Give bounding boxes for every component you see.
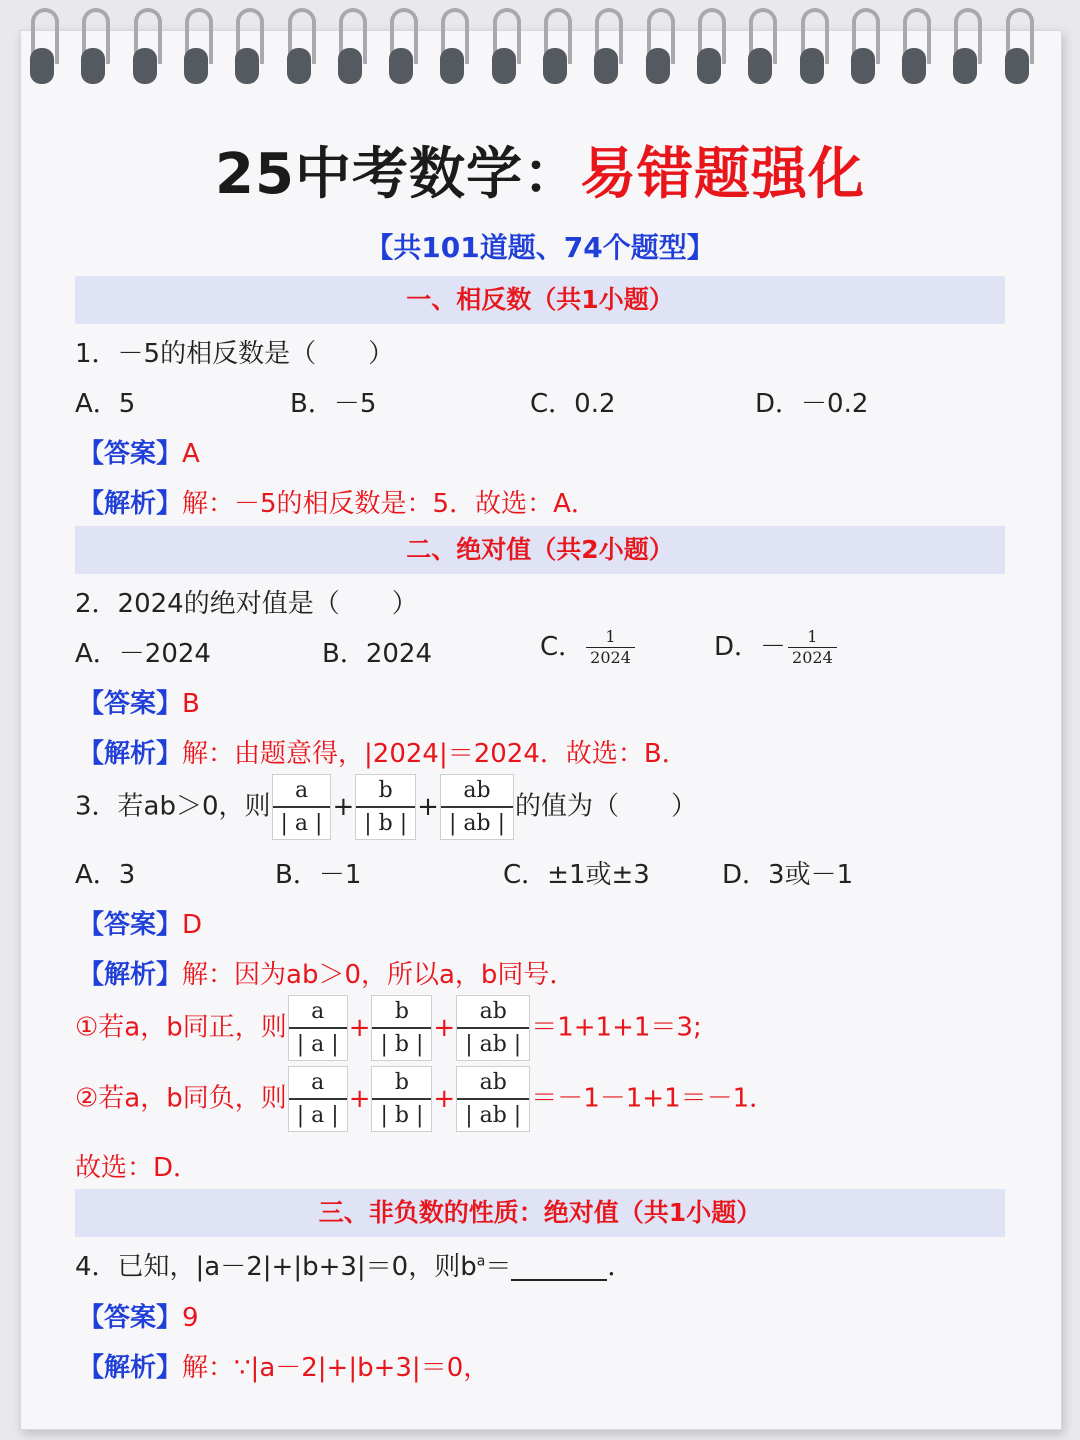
spiral-ring bbox=[235, 8, 259, 84]
frac-denominator: | b | bbox=[380, 1103, 424, 1128]
spiral-ring bbox=[594, 8, 618, 84]
spiral-ring bbox=[953, 8, 977, 84]
answer-tag: 【答案】 bbox=[78, 689, 183, 719]
q3-option-d: D．3或－1 bbox=[722, 860, 854, 890]
frac-denominator: | a | bbox=[296, 1103, 339, 1128]
q3-stem-pre: 3．若ab＞0，则 bbox=[75, 791, 271, 822]
ring-hole bbox=[543, 48, 567, 84]
spiral-ring bbox=[440, 8, 464, 84]
plus-sign: + bbox=[433, 1013, 456, 1043]
q3-stem bbox=[75, 774, 697, 840]
frac-denominator: | ab | bbox=[448, 811, 505, 836]
fraction-b-over-abs-b bbox=[371, 995, 432, 1061]
title-part2: 易错题强化 bbox=[579, 142, 865, 207]
spiral-ring bbox=[748, 8, 772, 84]
frac-denominator: | ab | bbox=[465, 1032, 522, 1057]
q3-option-c: C．±1或±3 bbox=[503, 860, 650, 890]
answer-value: A bbox=[182, 439, 200, 469]
ring-hole bbox=[748, 48, 772, 84]
q3-answer bbox=[78, 904, 202, 941]
spiral-ring bbox=[800, 8, 824, 84]
analysis-tag: 【解析】 bbox=[78, 960, 183, 990]
frac-numerator: ab bbox=[479, 1070, 507, 1095]
q2-analysis bbox=[78, 733, 688, 770]
answer-value: B bbox=[182, 689, 200, 719]
q4-stem-end: ． bbox=[607, 1252, 634, 1282]
fraction-a-over-abs-a bbox=[288, 1066, 348, 1132]
ring-hole bbox=[30, 48, 54, 84]
fraction-ab-over-abs-ab bbox=[456, 1066, 530, 1132]
case2-post: ＝－1－1+1＝－1． bbox=[531, 1083, 776, 1114]
section-heading-2: 二、绝对值（共2小题） bbox=[75, 526, 1005, 574]
q3-analysis bbox=[78, 954, 575, 991]
q1-analysis bbox=[78, 483, 597, 520]
fraction-ab-over-abs-ab bbox=[440, 774, 514, 840]
plus-sign: + bbox=[417, 792, 439, 822]
case1-pre: ①若a，b同正，则 bbox=[75, 1012, 287, 1043]
q2-option-d bbox=[714, 626, 839, 668]
plus-sign: + bbox=[348, 1084, 371, 1114]
q2-option-c bbox=[540, 626, 637, 668]
page-subtitle: 【共101道题、74个题型】 bbox=[365, 231, 715, 264]
frac-numerator: b bbox=[394, 1070, 409, 1095]
q1-option-a: A．5 bbox=[75, 389, 136, 419]
frac-numerator: a bbox=[311, 999, 325, 1024]
section-heading-1: 一、相反数（共1小题） bbox=[75, 276, 1005, 324]
page-title bbox=[0, 130, 1080, 210]
q1-option-b: B．－5 bbox=[290, 389, 377, 419]
q4-stem-pre: 4．已知，|a－2|+|b+3|＝0，则b bbox=[75, 1252, 477, 1282]
ring-hole bbox=[1005, 48, 1029, 84]
frac-numerator: a bbox=[311, 1070, 325, 1095]
frac-numerator: a bbox=[294, 778, 309, 803]
q3-conclusion: 故选：D． bbox=[75, 1153, 200, 1183]
ring-hole bbox=[338, 48, 362, 84]
frac-denominator: 2024 bbox=[792, 648, 833, 667]
analysis-tag: 【解析】 bbox=[78, 1353, 183, 1383]
spiral-binding bbox=[0, 0, 1080, 95]
title-part1: 25中考数学： bbox=[215, 142, 580, 207]
section-heading-3: 三、非负数的性质：绝对值（共1小题） bbox=[75, 1189, 1005, 1237]
q1-option-d: D．－0.2 bbox=[755, 389, 869, 419]
fraction-a-over-abs-a bbox=[272, 774, 332, 840]
frac-denominator: | b | bbox=[364, 811, 408, 836]
q2-stem: 2．2024的绝对值是（ ） bbox=[75, 589, 418, 619]
answer-blank bbox=[511, 1255, 607, 1281]
answer-tag: 【答案】 bbox=[78, 910, 183, 940]
q2-option-a: A．－2024 bbox=[75, 639, 211, 669]
frac-numerator: 1 bbox=[605, 627, 616, 646]
q2-option-b: B．2024 bbox=[322, 639, 433, 669]
ring-hole bbox=[440, 48, 464, 84]
plus-sign: + bbox=[433, 1084, 456, 1114]
frac-denominator: | a | bbox=[296, 1032, 339, 1057]
spiral-ring bbox=[184, 8, 208, 84]
q1-option-c: C．0.2 bbox=[530, 389, 616, 419]
ring-hole bbox=[389, 48, 413, 84]
spiral-ring bbox=[543, 8, 567, 84]
ring-hole bbox=[184, 48, 208, 84]
fraction-a-over-abs-a bbox=[288, 995, 348, 1061]
analysis-text: 解：－5的相反数是：5．故选：A． bbox=[182, 489, 597, 519]
q2-answer bbox=[78, 683, 200, 720]
q4-analysis bbox=[78, 1347, 489, 1384]
case2-pre: ②若a，b同负，则 bbox=[75, 1083, 287, 1114]
ring-hole bbox=[646, 48, 670, 84]
analysis-tag: 【解析】 bbox=[78, 739, 183, 769]
ring-hole bbox=[697, 48, 721, 84]
fraction-b-over-abs-b bbox=[355, 774, 416, 840]
analysis-text: 解：由题意得，|2024|＝2024．故选：B． bbox=[182, 739, 688, 769]
fraction-ab-over-abs-ab bbox=[456, 995, 530, 1061]
analysis-text: 解：因为ab＞0，所以a，b同号． bbox=[182, 960, 576, 990]
spiral-ring bbox=[646, 8, 670, 84]
ring-hole bbox=[953, 48, 977, 84]
q4-answer bbox=[78, 1297, 199, 1334]
spiral-ring bbox=[851, 8, 875, 84]
spiral-ring bbox=[697, 8, 721, 84]
spiral-ring bbox=[389, 8, 413, 84]
spiral-ring bbox=[30, 8, 54, 84]
exponent-a: a bbox=[476, 1253, 486, 1270]
answer-tag: 【答案】 bbox=[78, 439, 183, 469]
q3-stem-post: 的值为（ ） bbox=[514, 791, 697, 822]
ring-hole bbox=[851, 48, 875, 84]
frac-denominator: 2024 bbox=[590, 648, 631, 667]
frac-numerator: b bbox=[378, 778, 393, 803]
frac-denominator: | a | bbox=[280, 811, 323, 836]
frac-numerator: b bbox=[394, 999, 409, 1024]
analysis-text: 解：∵|a－2|+|b+3|＝0， bbox=[182, 1353, 490, 1383]
q4-equals: ＝ bbox=[485, 1252, 512, 1282]
option-label: C． bbox=[540, 632, 585, 662]
case1-post: ＝1+1+1＝3; bbox=[531, 1012, 702, 1043]
spiral-ring bbox=[338, 8, 362, 84]
plus-sign: + bbox=[332, 792, 355, 822]
spiral-ring bbox=[81, 8, 105, 84]
spiral-ring bbox=[133, 8, 157, 84]
ring-hole bbox=[81, 48, 105, 84]
frac-denominator: | ab | bbox=[465, 1103, 522, 1128]
q3-case-1 bbox=[75, 995, 702, 1061]
answer-tag: 【答案】 bbox=[78, 1303, 183, 1333]
frac-denominator: | b | bbox=[380, 1032, 424, 1057]
q3-option-a: A．3 bbox=[75, 860, 136, 890]
spiral-ring bbox=[492, 8, 516, 84]
ring-hole bbox=[594, 48, 618, 84]
frac-numerator: ab bbox=[479, 999, 507, 1024]
q3-option-b: B．－1 bbox=[275, 860, 362, 890]
ring-hole bbox=[235, 48, 259, 84]
spiral-ring bbox=[287, 8, 311, 84]
plus-sign: + bbox=[348, 1013, 371, 1043]
option-label: D．－ bbox=[714, 632, 787, 662]
answer-value: 9 bbox=[182, 1303, 199, 1333]
answer-value: D bbox=[182, 910, 203, 940]
frac-numerator: 1 bbox=[807, 627, 818, 646]
spiral-ring bbox=[1005, 8, 1029, 84]
fraction-1-over-2024 bbox=[586, 627, 635, 668]
spiral-ring bbox=[902, 8, 926, 84]
ring-hole bbox=[287, 48, 311, 84]
ring-hole bbox=[133, 48, 157, 84]
q4-stem bbox=[75, 1246, 633, 1283]
q1-stem: 1．－5的相反数是（ ） bbox=[75, 339, 395, 369]
fraction-1-over-2024 bbox=[788, 627, 837, 668]
ring-hole bbox=[902, 48, 926, 84]
q1-answer bbox=[78, 433, 200, 470]
analysis-tag: 【解析】 bbox=[78, 489, 183, 519]
ring-hole bbox=[492, 48, 516, 84]
q3-case-2 bbox=[75, 1066, 775, 1132]
frac-numerator: ab bbox=[463, 778, 491, 803]
ring-hole bbox=[800, 48, 824, 84]
fraction-b-over-abs-b bbox=[371, 1066, 432, 1132]
